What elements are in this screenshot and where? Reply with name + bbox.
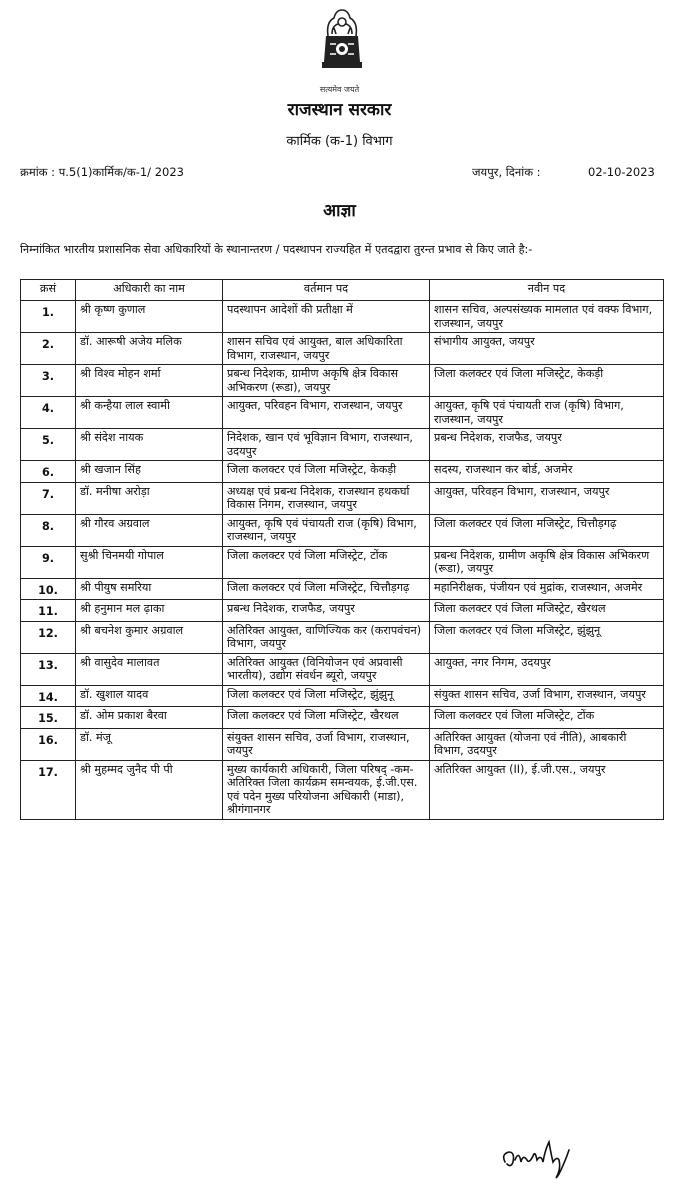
table-header-row <box>21 280 664 301</box>
current-post-cell: आयुक्त, परिवहन विभाग, राजस्थान, जयपुर <box>223 397 430 429</box>
table-row <box>21 621 664 653</box>
officer-name-cell: डॉ. मनीषा अरोड़ा <box>76 482 223 514</box>
current-post-cell: निदेशक, खान एवं भूविज्ञान विभाग, राजस्थान, उदयपुर <box>223 429 430 461</box>
current-post-cell: संयुक्त शासन सचिव, उर्जा विभाग, राजस्थान, जयपुर <box>223 728 430 760</box>
serial-number-cell: 2. <box>21 333 76 365</box>
serial-number-cell: 1. <box>21 301 76 333</box>
page-title: आज्ञा <box>323 201 356 221</box>
table-row <box>21 578 664 600</box>
serial-number-cell: 13. <box>21 653 76 685</box>
officer-name-cell: श्री बचनेश कुमार अग्रवाल <box>76 621 223 653</box>
order-date: 02-10-2023 <box>588 165 655 179</box>
serial-number-cell: 8. <box>21 514 76 546</box>
current-post-cell: आयुक्त, कृषि एवं पंचायती राज (कृषि) विभाग, राजस्थान, जयपुर <box>223 514 430 546</box>
place-label: जयपुर, दिनांक : <box>472 165 541 179</box>
current-post-cell: पदस्थापन आदेशों की प्रतीक्षा में <box>223 301 430 333</box>
serial-number-cell: 3. <box>21 365 76 397</box>
table-row <box>21 514 664 546</box>
officer-name-cell: डॉ. मंजू <box>76 728 223 760</box>
new-post-cell: महानिरीक्षक, पंजीयन एवं मुद्रांक, राजस्थान, अजमेर <box>430 578 664 600</box>
current-post-cell: जिला कलक्टर एवं जिला मजिस्ट्रेट, खैरथल <box>223 707 430 729</box>
current-post-cell: मुख्य कार्यकारी अधिकारी, जिला परिषद् -कम- अतिरिक्त जिला कार्यक्रम समन्वयक, ई.जी.एस. एवं पदेन मुख्य परियोजना अधिकारी (माडा), श्रीगंगानगर <box>223 760 430 819</box>
serial-number-cell: 12. <box>21 621 76 653</box>
column-header: अधिकारी का नाम <box>76 280 223 301</box>
current-post-cell: अतिरिक्त आयुक्त (विनियोजन एवं अप्रवासी भारतीय), उद्योग संवर्धन ब्यूरो, जयपुर <box>223 653 430 685</box>
serial-number-cell: 9. <box>21 546 76 578</box>
new-post-cell: प्रबन्ध निदेशक, ग्रामीण अकृषि क्षेत्र विकास अभिकरण (रूडा), जयपुर <box>430 546 664 578</box>
column-header: वर्तमान पद <box>223 280 430 301</box>
serial-number-cell: 16. <box>21 728 76 760</box>
new-post-cell: जिला कलक्टर एवं जिला मजिस्ट्रेट, खैरथल <box>430 600 664 622</box>
table-row <box>21 333 664 365</box>
officer-name-cell: श्री कन्हैया लाल स्वामी <box>76 397 223 429</box>
new-post-cell: अतिरिक्त आयुक्त (II), ई.जी.एस., जयपुर <box>430 760 664 819</box>
transfer-table <box>20 279 664 820</box>
current-post-cell: जिला कलक्टर एवं जिला मजिस्ट्रेट, टोंक <box>223 546 430 578</box>
motto: सत्यमेव जयते <box>319 85 360 94</box>
new-post-cell: संभागीय आयुक्त, जयपुर <box>430 333 664 365</box>
serial-number-cell: 15. <box>21 707 76 729</box>
table-row <box>21 600 664 622</box>
table-row <box>21 760 664 819</box>
officer-name-cell: डॉ. ओम प्रकाश बैरवा <box>76 707 223 729</box>
government-title: राजस्थान सरकार <box>287 100 392 120</box>
officer-name-cell: श्री गौरव अग्रवाल <box>76 514 223 546</box>
new-post-cell: आयुक्त, नगर निगम, उदयपुर <box>430 653 664 685</box>
order-number: क्रमांक : प.5(1)कार्मिक/क-1/ 2023 <box>20 165 184 179</box>
column-header: क्रसं <box>21 280 76 301</box>
serial-number-cell: 5. <box>21 429 76 461</box>
serial-number-cell: 7. <box>21 482 76 514</box>
officer-name-cell: सुश्री चिनमयी गोपाल <box>76 546 223 578</box>
table-row <box>21 461 664 483</box>
table-row <box>21 429 664 461</box>
officer-name-cell: श्री हनुमान मल ढ़ाका <box>76 600 223 622</box>
new-post-cell: शासन सचिव, अल्पसंख्यक मामलात एवं वक्फ विभाग, राजस्थान, जयपुर <box>430 301 664 333</box>
new-post-cell: प्रबन्ध निदेशक, राजफैड, जयपुर <box>430 429 664 461</box>
officer-name-cell: डॉ. खुशाल यादव <box>76 685 223 707</box>
serial-number-cell: 4. <box>21 397 76 429</box>
current-post-cell: जिला कलक्टर एवं जिला मजिस्ट्रेट, चित्तौड़गढ़ <box>223 578 430 600</box>
table-row <box>21 728 664 760</box>
table-row <box>21 301 664 333</box>
table-row <box>21 365 664 397</box>
serial-number-cell: 10. <box>21 578 76 600</box>
table-row <box>21 546 664 578</box>
new-post-cell: जिला कलक्टर एवं जिला मजिस्ट्रेट, चित्तौड़गढ़ <box>430 514 664 546</box>
signature <box>495 1120 585 1180</box>
table-row <box>21 653 664 685</box>
table-row <box>21 397 664 429</box>
new-post-cell: आयुक्त, कृषि एवं पंचायती राज (कृषि) विभाग, राजस्थान, जयपुर <box>430 397 664 429</box>
department-title: कार्मिक (क-1) विभाग <box>286 134 393 149</box>
table-row <box>21 482 664 514</box>
officer-name-cell: श्री पीयुष समरिया <box>76 578 223 600</box>
officer-name-cell: डॉ. आरूषी अजेय मलिक <box>76 333 223 365</box>
new-post-cell: अतिरिक्त आयुक्त (योजना एवं नीति), आबकारी विभाग, उदयपुर <box>430 728 664 760</box>
new-post-cell: जिला कलक्टर एवं जिला मजिस्ट्रेट, टोंक <box>430 707 664 729</box>
current-post-cell: जिला कलक्टर एवं जिला मजिस्ट्रेट, झुंझुनू <box>223 685 430 707</box>
new-post-cell: आयुक्त, परिवहन विभाग, राजस्थान, जयपुर <box>430 482 664 514</box>
current-post-cell: प्रबन्ध निदेशक, ग्रामीण अकृषि क्षेत्र विकास अभिकरण (रूडा), जयपुर <box>223 365 430 397</box>
column-header: नवीन पद <box>430 280 664 301</box>
serial-number-cell: 17. <box>21 760 76 819</box>
state-emblem-icon <box>306 4 378 86</box>
serial-number-cell: 11. <box>21 600 76 622</box>
serial-number-cell: 14. <box>21 685 76 707</box>
new-post-cell: सदस्य, राजस्थान कर बोर्ड, अजमेर <box>430 461 664 483</box>
new-post-cell: जिला कलक्टर एवं जिला मजिस्ट्रेट, केकड़ी <box>430 365 664 397</box>
officer-name-cell: श्री वासुदेव मालावत <box>76 653 223 685</box>
officer-name-cell: श्री विश्व मोहन शर्मा <box>76 365 223 397</box>
new-post-cell: जिला कलक्टर एवं जिला मजिस्ट्रेट, झुंझुनू <box>430 621 664 653</box>
intro-text: निम्नांकित भारतीय प्रशासनिक सेवा अधिकारियों के स्थानान्तरण / पदस्थापन राज्यहित में एतदद्वारा तुरन्त प्रभाव से किए जाते है:- <box>20 243 533 256</box>
current-post-cell: शासन सचिव एवं आयुक्त, बाल अधिकारिता विभाग, राजस्थान, जयपुर <box>223 333 430 365</box>
current-post-cell: अध्यक्ष एवं प्रबन्ध निदेशक, राजस्थान हथकर्घा विकास निगम, राजस्थान, जयपुर <box>223 482 430 514</box>
current-post-cell: प्रबन्ध निदेशक, राजफैड, जयपुर <box>223 600 430 622</box>
table-row <box>21 685 664 707</box>
serial-number-cell: 6. <box>21 461 76 483</box>
officer-name-cell: श्री खजान सिंह <box>76 461 223 483</box>
current-post-cell: अतिरिक्त आयुक्त, वाणिज्यिक कर (करापवंचन) विभाग, जयपुर <box>223 621 430 653</box>
officer-name-cell: श्री मुहम्मद जुनैद पी पी <box>76 760 223 819</box>
new-post-cell: संयुक्त शासन सचिव, उर्जा विभाग, राजस्थान, जयपुर <box>430 685 664 707</box>
officer-name-cell: श्री कृष्ण कुणाल <box>76 301 223 333</box>
officer-name-cell: श्री संदेश नायक <box>76 429 223 461</box>
table-row <box>21 707 664 729</box>
current-post-cell: जिला कलक्टर एवं जिला मजिस्ट्रेट, केकड़ी <box>223 461 430 483</box>
